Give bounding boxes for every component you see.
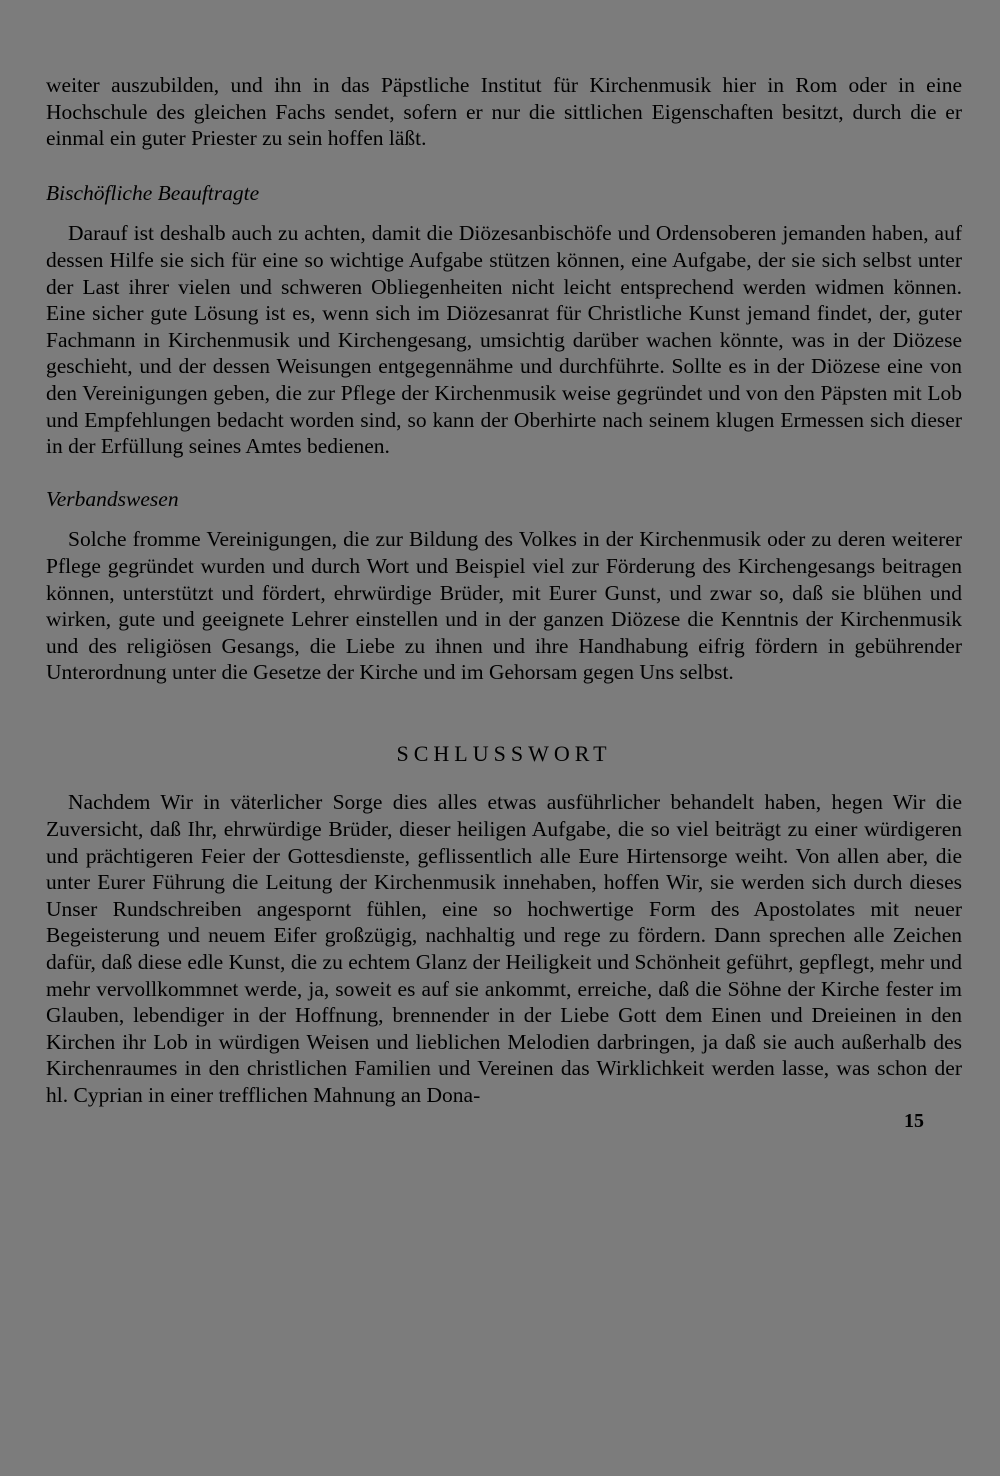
paragraph-continuation: weiter auszubilden, und ihn in das Päpstliche Institut für Kirchenmusik hier in Rom oder in eine Hochschule des gleichen Fachs sendet, sofern er nur die sittlichen Eigenschaften besitzt, durch die er einmal ein guter Priester zu sein hoffen läßt. [46, 73, 962, 151]
document-page [46, 72, 962, 1132]
section-paragraph-beauftragte: Darauf ist deshalb auch zu achten, damit die Diözesanbischöfe und Ordensoberen jemanden haben, auf dessen Hilfe sie sich für eine so wichtige Aufgabe stützen können, eine Aufgabe, der sie sich selbst unter der Last ihrer vielen und schweren Obliegenheiten nicht leicht entsprechend werden widmen können. Eine sicher gute Lösung ist es, wenn sich im Diözesanrat für Christliche Kunst jemand findet, der, guter Fachmann in Kirchenmusik und Kirchengesang, umsichtig darüber wachen könnte, was in der Diözese geschieht, und der dessen Weisungen entgegennähme und durchführte. Sollte es in der Diözese eine von den Vereinigungen geben, die zur Pflege der Kirchenmusik weise gegründet und von den Päpsten mit Lob und Empfehlungen bedacht worden sind, so kann der Oberhirte nach seinem klugen Ermessen sich dieser in der Erfüllung seines Amtes bedienen. [46, 221, 962, 459]
page-number: 15 [904, 1110, 924, 1132]
section-heading-bischoefliche-beauftragte: Bischöfliche Beauftragte [46, 180, 260, 205]
section-paragraph-verbandswesen: Solche fromme Vereinigungen, die zur Bildung des Volkes in der Kirchenmusik oder zu deren weiterer Pflege gegründet wurden und durch Wort und Beispiel viel zur Förderung des Kirchengesangs beitragen können, unterstützt und fördert, ehrwürdige Brüder, mit Eurer Gunst, und zwar so, daß sie blühen und wirken, gute und geeignete Lehrer einstellen und in der ganzen Diözese die Kenntnis der Kirchenmusik und des religiösen Gesangs, die Liebe zu ihnen und ihre Handhabung eifrig fördern in gebührender Unterordnung unter die Gesetze der Kirche und im Gehorsam gegen Uns selbst. [46, 527, 962, 685]
chapter-heading-schlusswort: SCHLUSSWORT [396, 740, 612, 766]
section-heading-verbandswesen: Verbandswesen [46, 486, 179, 511]
chapter-paragraph-schlusswort: Nachdem Wir in väterlicher Sorge dies alles etwas ausführlicher behandelt haben, hegen Wir die Zuversicht, daß Ihr, ehrwürdige Brüder, dieser heiligen Aufgabe, die so viel beiträgt zu einer würdigeren und prächtigeren Feier der Gottesdienste, geflissentlich alle Eure Hirtensorge weiht. Von allen aber, die unter Eurer Führung die Leitung der Kirchenmusik innehaben, hoffen Wir, sie werden sich durch dieses Unser Rundschreiben angespornt fühlen, eine so hochwertige Form des Apostolates mit neuer Begeisterung und neuem Eifer großzügig, nachhaltig und rege zu fördern. Dann sprechen alle Zeichen dafür, daß diese edle Kunst, die zu echtem Glanz der Heiligkeit und Schönheit geführt, gepflegt, mehr und mehr vervollkommnet werde, ja, soweit es auf sie ankommt, erreiche, daß die Söhne der Kirche fester im Glauben, lebendiger in der Hoffnung, brennender in der Liebe Gott dem Einen und Dreieinen in den Kirchen ihr Lob in würdigen Weisen und lieblichen Melodien darbringen, ja daß sie auch außerhalb des Kirchenraumes in den christlichen Familien und Vereinen das Wirklichkeit werden lasse, was schon der hl. Cyprian in einer trefflichen Mahnung an Dona- [46, 790, 962, 1107]
